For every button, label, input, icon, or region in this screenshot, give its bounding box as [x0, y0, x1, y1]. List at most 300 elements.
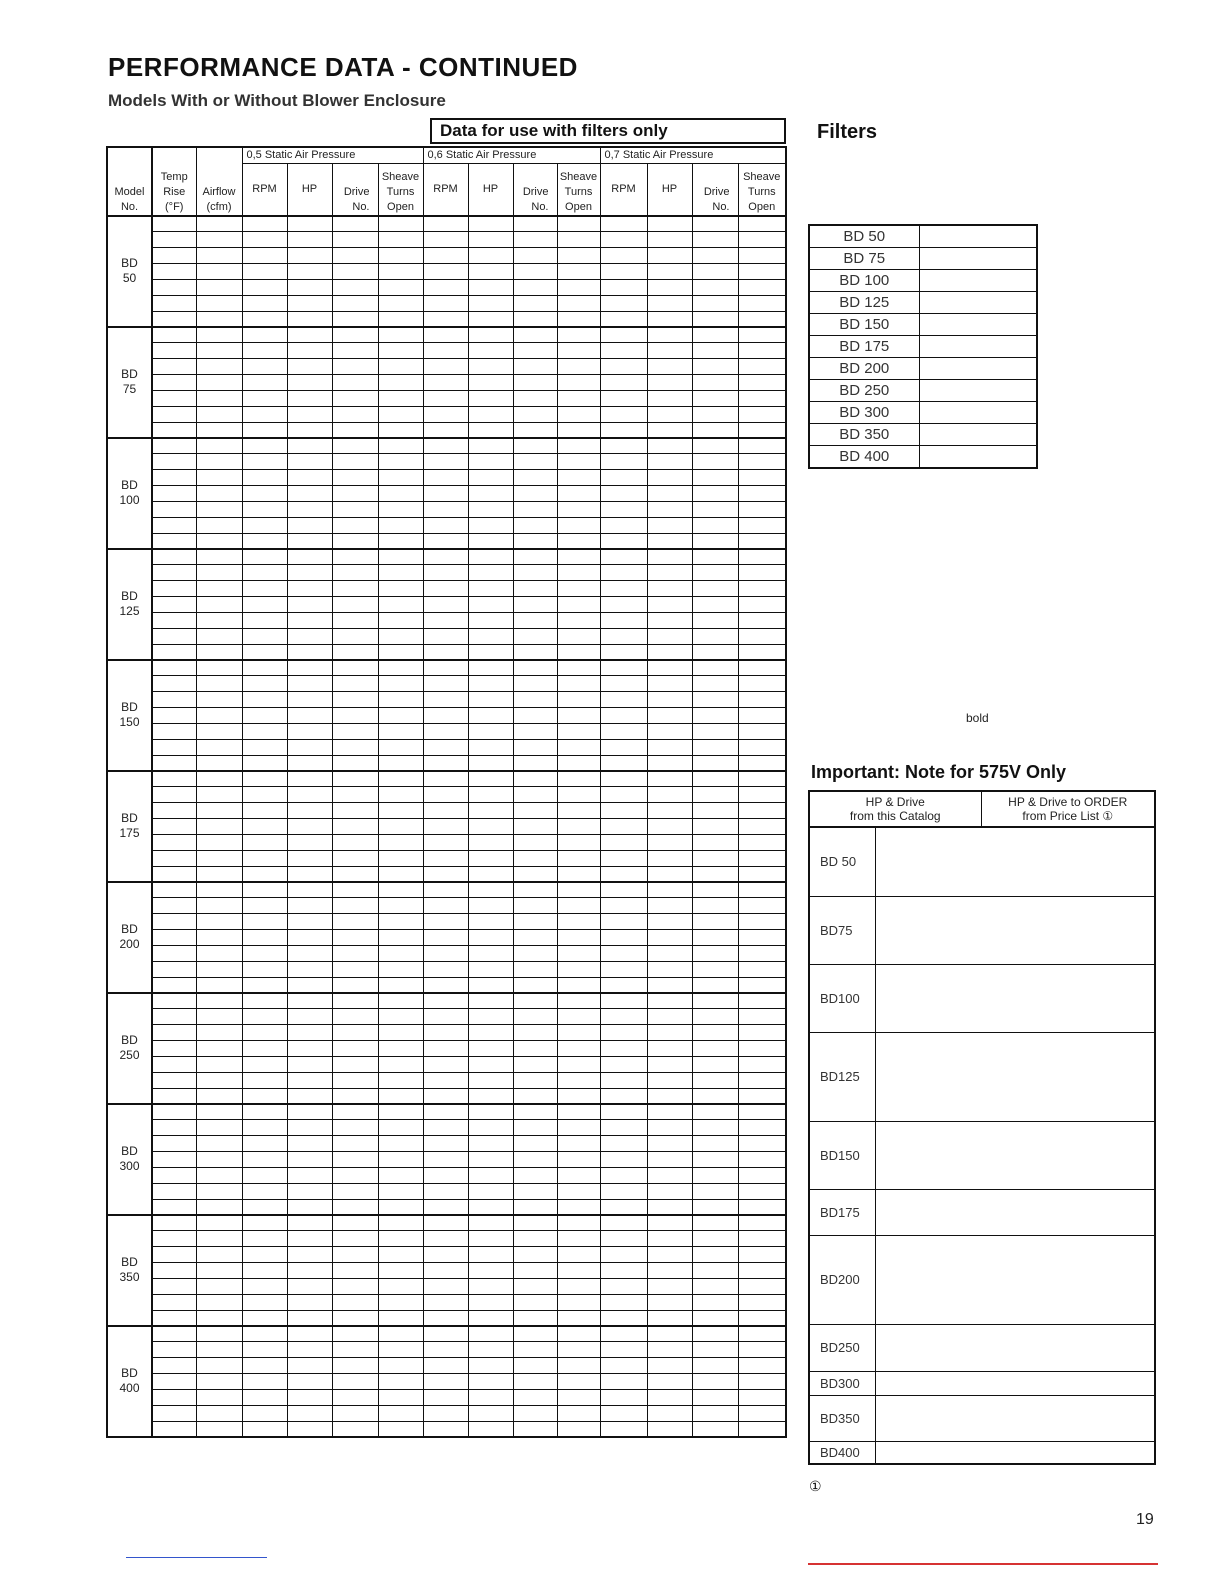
table-cell — [557, 993, 600, 1009]
table-cell — [196, 1200, 242, 1215]
table-cell — [557, 882, 600, 898]
table-cell — [332, 327, 378, 343]
table-cell — [242, 1073, 287, 1089]
table-cell — [196, 359, 242, 375]
table-cell — [378, 692, 423, 708]
table-row — [107, 1247, 786, 1263]
table-cell — [513, 1009, 557, 1025]
table-cell — [242, 1025, 287, 1041]
table-cell — [378, 1089, 423, 1104]
hp-drive-table — [808, 790, 1156, 1465]
table-cell — [242, 597, 287, 613]
table-row — [107, 1152, 786, 1168]
table-cell — [332, 407, 378, 423]
table-cell — [378, 1104, 423, 1120]
table-cell — [468, 486, 513, 502]
table-cell — [287, 708, 332, 724]
table-cell — [196, 645, 242, 660]
table-row — [107, 534, 786, 549]
table-cell — [423, 1295, 468, 1311]
table-cell — [287, 1279, 332, 1295]
table-cell — [468, 1406, 513, 1422]
table-cell — [557, 1136, 600, 1152]
table-cell — [600, 423, 647, 438]
table-cell — [513, 423, 557, 438]
table-cell — [242, 280, 287, 296]
table-cell — [600, 882, 647, 898]
model-label: BD 200 — [107, 882, 152, 993]
table-row — [107, 280, 786, 296]
filters-table — [808, 224, 1038, 469]
table-cell — [738, 1311, 786, 1326]
table-cell — [647, 407, 692, 423]
table-cell — [692, 756, 738, 771]
table-cell — [692, 1057, 738, 1073]
table-cell — [647, 1374, 692, 1390]
table-cell — [242, 312, 287, 327]
table-cell — [513, 264, 557, 280]
table-cell — [423, 771, 468, 787]
table-cell — [692, 549, 738, 565]
table-cell — [378, 312, 423, 327]
table-cell — [468, 962, 513, 978]
table-cell — [557, 581, 600, 597]
table-cell — [423, 1200, 468, 1215]
table-cell — [152, 1009, 196, 1025]
table-cell — [513, 803, 557, 819]
table-cell — [557, 296, 600, 312]
table-cell — [242, 1231, 287, 1247]
table-cell — [152, 835, 196, 851]
table-cell — [647, 645, 692, 660]
table-cell — [332, 645, 378, 660]
table-cell — [152, 882, 196, 898]
table-cell — [468, 1279, 513, 1295]
table-cell — [738, 629, 786, 645]
table-cell — [152, 692, 196, 708]
table-cell — [332, 629, 378, 645]
table-cell — [242, 740, 287, 756]
table-cell — [242, 343, 287, 359]
table-cell — [468, 740, 513, 756]
table-cell — [557, 1168, 600, 1184]
table-cell — [692, 740, 738, 756]
filters-model-label: BD 200 — [809, 358, 919, 380]
table-cell — [468, 946, 513, 962]
table-cell — [378, 835, 423, 851]
table-cell — [557, 518, 600, 534]
table-cell — [332, 1152, 378, 1168]
hp-model-label: BD100 — [809, 964, 875, 1032]
table-cell — [738, 343, 786, 359]
table-cell — [378, 1279, 423, 1295]
table-cell — [242, 327, 287, 343]
col-hp: HP — [468, 164, 513, 216]
hp-row — [809, 1441, 1155, 1464]
table-cell — [287, 359, 332, 375]
table-cell — [242, 645, 287, 660]
table-cell — [468, 1295, 513, 1311]
table-cell — [647, 1342, 692, 1358]
table-cell — [468, 1089, 513, 1104]
table-cell — [332, 962, 378, 978]
model-label: BD 400 — [107, 1326, 152, 1437]
table-cell — [600, 692, 647, 708]
table-cell — [152, 549, 196, 565]
table-cell — [513, 613, 557, 629]
table-cell — [423, 914, 468, 930]
filters-model-label: BD 75 — [809, 248, 919, 270]
col-sheave: Sheave Turns Open — [738, 164, 786, 216]
table-cell — [513, 248, 557, 264]
table-row — [107, 1104, 786, 1120]
table-cell — [242, 534, 287, 549]
table-cell — [692, 867, 738, 882]
table-cell — [513, 993, 557, 1009]
table-row — [107, 819, 786, 835]
table-cell — [423, 1136, 468, 1152]
table-cell — [600, 1247, 647, 1263]
table-row — [107, 1200, 786, 1215]
table-cell — [196, 327, 242, 343]
table-cell — [557, 1342, 600, 1358]
table-cell — [287, 280, 332, 296]
table-cell — [152, 391, 196, 407]
table-cell — [242, 613, 287, 629]
hp-row — [809, 1324, 1155, 1371]
table-cell — [513, 470, 557, 486]
table-cell — [600, 1390, 647, 1406]
table-cell — [196, 1184, 242, 1200]
table-row — [107, 565, 786, 581]
table-cell — [692, 914, 738, 930]
table-cell — [557, 771, 600, 787]
col-sheave: Sheave Turns Open — [378, 164, 423, 216]
table-cell — [423, 1009, 468, 1025]
table-cell — [557, 454, 600, 470]
table-row — [107, 930, 786, 946]
table-cell — [378, 1374, 423, 1390]
table-cell — [468, 978, 513, 993]
table-cell — [287, 1374, 332, 1390]
table-cell — [332, 343, 378, 359]
table-cell — [692, 454, 738, 470]
table-cell — [647, 1009, 692, 1025]
table-cell — [513, 1390, 557, 1406]
table-cell — [692, 565, 738, 581]
table-cell — [242, 756, 287, 771]
table-cell — [557, 867, 600, 882]
table-cell — [692, 343, 738, 359]
table-cell — [423, 280, 468, 296]
footnote-marker: ① — [809, 1478, 822, 1494]
table-cell — [287, 756, 332, 771]
table-cell — [423, 946, 468, 962]
table-cell — [738, 1295, 786, 1311]
table-cell — [242, 502, 287, 518]
table-cell — [692, 930, 738, 946]
table-cell — [468, 1184, 513, 1200]
table-cell — [647, 581, 692, 597]
table-cell — [557, 787, 600, 803]
pressure-header-06: 0,6 Static Air Pressure — [423, 147, 600, 164]
model-label: BD 75 — [107, 327, 152, 438]
table-cell — [332, 1009, 378, 1025]
table-cell — [647, 629, 692, 645]
table-cell — [738, 407, 786, 423]
table-cell — [196, 581, 242, 597]
table-cell — [152, 232, 196, 248]
table-cell — [513, 343, 557, 359]
table-cell — [557, 724, 600, 740]
table-cell — [423, 1152, 468, 1168]
table-cell — [287, 1295, 332, 1311]
table-cell — [287, 1311, 332, 1326]
table-cell — [152, 613, 196, 629]
table-cell — [423, 343, 468, 359]
table-cell — [738, 296, 786, 312]
table-row — [107, 882, 786, 898]
table-cell — [692, 581, 738, 597]
table-cell — [242, 1358, 287, 1374]
table-cell — [738, 819, 786, 835]
table-cell — [423, 1358, 468, 1374]
table-row — [107, 248, 786, 264]
table-cell — [196, 724, 242, 740]
table-cell — [423, 407, 468, 423]
table-cell — [600, 1326, 647, 1342]
table-cell — [647, 1057, 692, 1073]
table-cell — [557, 1215, 600, 1231]
table-cell — [378, 787, 423, 803]
table-cell — [378, 1136, 423, 1152]
filters-row — [809, 314, 1037, 336]
table-cell — [647, 454, 692, 470]
table-cell — [152, 1057, 196, 1073]
table-row — [107, 835, 786, 851]
filters-value-cell — [919, 380, 1037, 402]
table-cell — [557, 375, 600, 391]
table-row — [107, 645, 786, 660]
table-cell — [196, 549, 242, 565]
table-row — [107, 1057, 786, 1073]
table-cell — [557, 549, 600, 565]
filters-value-cell — [919, 336, 1037, 358]
table-cell — [738, 232, 786, 248]
filters-model-label: BD 125 — [809, 292, 919, 314]
filters-model-label: BD 175 — [809, 336, 919, 358]
table-cell — [692, 1025, 738, 1041]
table-cell — [378, 914, 423, 930]
table-cell — [152, 423, 196, 438]
table-cell — [423, 978, 468, 993]
table-cell — [738, 946, 786, 962]
table-cell — [423, 1374, 468, 1390]
filters-value-cell — [919, 248, 1037, 270]
table-cell — [600, 1342, 647, 1358]
table-cell — [513, 1041, 557, 1057]
table-cell — [513, 787, 557, 803]
table-cell — [647, 898, 692, 914]
table-cell — [647, 819, 692, 835]
table-cell — [647, 835, 692, 851]
table-cell — [242, 1263, 287, 1279]
table-cell — [647, 867, 692, 882]
table-cell — [738, 660, 786, 676]
table-cell — [423, 1073, 468, 1089]
table-cell — [196, 454, 242, 470]
table-cell — [647, 502, 692, 518]
model-label: BD 100 — [107, 438, 152, 549]
table-cell — [647, 1168, 692, 1184]
hp-value-cell — [875, 1189, 1155, 1235]
table-cell — [378, 1422, 423, 1437]
table-cell — [242, 1104, 287, 1120]
table-cell — [738, 534, 786, 549]
table-cell — [152, 1326, 196, 1342]
table-cell — [287, 1263, 332, 1279]
table-cell — [557, 216, 600, 232]
table-cell — [513, 549, 557, 565]
table-cell — [287, 375, 332, 391]
table-cell — [287, 597, 332, 613]
table-cell — [738, 1279, 786, 1295]
table-cell — [287, 1104, 332, 1120]
table-cell — [513, 740, 557, 756]
table-cell — [152, 787, 196, 803]
table-cell — [738, 581, 786, 597]
table-cell — [692, 264, 738, 280]
table-cell — [152, 486, 196, 502]
table-cell — [287, 470, 332, 486]
table-cell — [152, 1295, 196, 1311]
table-cell — [468, 819, 513, 835]
table-cell — [468, 597, 513, 613]
table-cell — [378, 993, 423, 1009]
table-cell — [287, 613, 332, 629]
table-cell — [692, 898, 738, 914]
table-cell — [647, 1200, 692, 1215]
table-cell — [738, 423, 786, 438]
table-cell — [152, 1104, 196, 1120]
table-cell — [287, 454, 332, 470]
table-cell — [468, 771, 513, 787]
table-cell — [600, 819, 647, 835]
table-cell — [332, 993, 378, 1009]
table-row — [107, 232, 786, 248]
table-cell — [287, 1184, 332, 1200]
table-cell — [152, 1184, 196, 1200]
table-cell — [378, 264, 423, 280]
table-cell — [423, 534, 468, 549]
table-cell — [152, 756, 196, 771]
table-cell — [600, 438, 647, 454]
hp-row — [809, 1235, 1155, 1324]
table-cell — [242, 1422, 287, 1437]
table-cell — [378, 1057, 423, 1073]
table-cell — [600, 962, 647, 978]
table-cell — [332, 1374, 378, 1390]
table-cell — [692, 502, 738, 518]
pressure-header-05: 0,5 Static Air Pressure — [242, 147, 423, 164]
table-cell — [423, 581, 468, 597]
table-cell — [152, 867, 196, 882]
hp-model-label: BD175 — [809, 1189, 875, 1235]
table-row — [107, 898, 786, 914]
table-cell — [287, 867, 332, 882]
table-cell — [468, 264, 513, 280]
table-cell — [378, 407, 423, 423]
table-cell — [332, 296, 378, 312]
table-cell — [152, 1358, 196, 1374]
table-cell — [196, 819, 242, 835]
table-cell — [513, 1422, 557, 1437]
table-cell — [513, 1215, 557, 1231]
table-cell — [196, 978, 242, 993]
hp-model-label: BD125 — [809, 1032, 875, 1121]
table-cell — [423, 296, 468, 312]
table-cell — [647, 216, 692, 232]
table-cell — [152, 1200, 196, 1215]
table-cell — [647, 1406, 692, 1422]
table-cell — [600, 343, 647, 359]
table-cell — [332, 232, 378, 248]
table-cell — [242, 867, 287, 882]
table-cell — [647, 1089, 692, 1104]
table-cell — [287, 724, 332, 740]
table-cell — [332, 660, 378, 676]
table-cell — [692, 1089, 738, 1104]
table-cell — [287, 1406, 332, 1422]
col-drive: Drive No. — [332, 164, 378, 216]
table-cell — [738, 724, 786, 740]
table-cell — [332, 597, 378, 613]
table-cell — [287, 312, 332, 327]
table-cell — [513, 438, 557, 454]
table-row — [107, 1184, 786, 1200]
table-cell — [738, 613, 786, 629]
table-cell — [738, 454, 786, 470]
table-cell — [196, 882, 242, 898]
table-cell — [378, 1311, 423, 1326]
filters-row — [809, 292, 1037, 314]
table-cell — [332, 1136, 378, 1152]
table-cell — [647, 1231, 692, 1247]
table-cell — [423, 1168, 468, 1184]
table-cell — [557, 1184, 600, 1200]
table-cell — [378, 438, 423, 454]
filters-value-cell — [919, 314, 1037, 336]
filters-model-label: BD 100 — [809, 270, 919, 292]
table-cell — [196, 423, 242, 438]
table-cell — [287, 914, 332, 930]
table-cell — [332, 581, 378, 597]
table-row — [107, 756, 786, 771]
table-cell — [196, 1263, 242, 1279]
table-cell — [378, 1215, 423, 1231]
table-cell — [468, 1152, 513, 1168]
table-cell — [647, 946, 692, 962]
table-cell — [242, 882, 287, 898]
table-cell — [468, 1120, 513, 1136]
table-cell — [513, 1200, 557, 1215]
table-cell — [196, 676, 242, 692]
table-cell — [152, 819, 196, 835]
table-cell — [647, 1136, 692, 1152]
table-cell — [557, 1358, 600, 1374]
table-cell — [738, 993, 786, 1009]
table-cell — [287, 264, 332, 280]
